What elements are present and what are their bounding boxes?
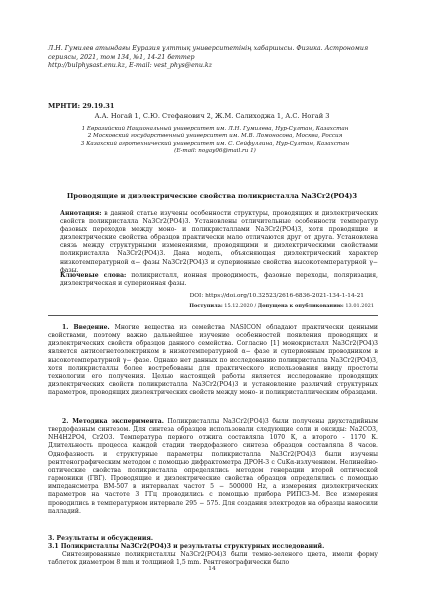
keywords-text: поликристалл, ионная проводимость, фазовые переходы, поляризация, диэлектрическая и суперионная фазы. [60,272,378,288]
journal-name-line1: Л.Н. Гумилев атындағы Еуразия ұлттық университетінің хабаршысы. Физика. Астрономия [48,45,369,52]
corresponding-email: (E-mail: nogay06@mail.ru 1) [174,148,256,155]
subsection-3-1-heading: 3.1 Поликристаллы Na3Cr2(PO4)3 и результаты структурных исследований. [48,543,325,550]
affiliation-1: 1 Евразийский Национальный университет им. Л.Н. Гумилева, Нур-Султан, Казахстан [81,126,349,132]
affiliation-3: 3 Казахский агротехнический университет им. С. Сейфуллина, Нур-Султан, Казахстан [80,140,350,147]
mrnti-code: МРНТИ: 29.19.31 [48,102,115,110]
section-1-text: Многие вещества из семейства NASICON обладают практически ценными свойствами, поэтому важно дальнейшее изучение особенностей появления проводящих и диэлектрических свойств образцов данного семейства. Согласно [1] монокристалл Na3Cr2(PO4)3 является антисегнетоэлектриком в низкотемпературной α− фазе и суперионным проводником в высокотемпературной γ− фазе. Однако нет данных по исследованию поликристалла Na3Cr2(PO4)3, хотя поликристаллы более востребованы для практического использования ввиду простоты технологии его получения. Целью настоящей работы является исследование проводящих диэлектрических свойств поликристалла Na3Cr2(PO4)3 и установление различий структурных параметров, проводящих диэлектрических свойств между моно- и поликристаллическим образцами. [48,324,378,397]
header-divider [48,315,378,316]
subsection-3-1-paragraph: Синтезированные поликристаллы Na3Cr2(PO4)3 были темно-зеленого цвета, имели форму таблеток диаметром 8 mm и толщиной 1,5 mm. Рентгенографически было [48,551,378,567]
affiliation-2: 2 Московский государственный университет им. М.В. Ломоносова, Москва, Россия [87,133,343,140]
accepted-date: 13.01.2021 [343,303,374,309]
section-methods [48,418,378,516]
section-introduction [48,324,378,397]
section-2-heading: 2. Методика эксперимента. [62,418,164,425]
received-label: Поступила: [189,303,223,309]
subsection-3-1-text [48,551,378,567]
journal-name-line2: сериясы, 2021, том 134, №1, 14-21 беттер [48,53,195,61]
keywords-block [60,272,378,288]
journal-header [48,45,378,71]
journal-email: , E-mail: vest_phys@enu.kz [124,62,213,70]
submission-dates [189,303,374,309]
section-2-text: Поликристаллы Na3Cr2(PO4)3 были получены двухстадийным твердофазным синтезом. Для синтеза образцов использовали следующие соли и оксиды: Na2CO3, NH4H2PO4, Cr2O3. Температура первого отжига составляла 1070 К, а второго - 1170 К. Длительность процесса каждой стадии твердофазного синтеза образцов составляла 8 часов. Однофазность и структурные параметры поликристалла Na3Cr2(PO4)3 были изучены рентгенографическим методом с помощью дифрактометра ДРОН-3 с CuKα-излучением. Нелинейно-оптические свойства поликристалла определялись методом генерации второй оптической гармоники (ГВГ). Проводящие и диэлектрические свойства образцов определялись с помощью импедансметра ВМ-507 в интервалах частот 5 − 500000 Нz, а измерения диэлектрических параметров на частоте 3 ГГц проводились с помощью прибора РИПС3-М. Все измерения проводились в температурном интервале 295 − 575. Для создания электродов на образцы наносили палладий. [48,418,378,515]
keywords-label: Ключевые слова: [60,272,127,279]
author-list: А.А. Ногай 1, С.Ю. Стефанович 2, Ж.М. Салиходжа 1, А.С. Ногай 3 [94,112,330,120]
abstract-label: Аннотация: [60,210,102,217]
abstract-text: в данной статье изучены особенности структуры, проводящих и диэлектрических свойств поликристалла Na3Cr2(PO4)3. Установлены отличительные особенности температур фазовых переходов между моно- и поликристаллами Na3Cr2(PO4)3, хотя проводящие и диэлектрические свойства образцов практически мало отличаются друг от друга. Установлена связь между структурными изменениями, проводящими и диэлектрическими свойствами поликристалла Na3Cr2(PO4)3. Дана модель, объясняющая диэлектрический характер низкотемпературной α− фазы Na3Cr2(PO4)3 и суперионные свойства высокотемпературной γ− фазы. [60,210,378,274]
doi-link[interactable]: DOI: https://doi.org/10.32523/2616-6836-2021-134-1-14-21 [189,293,364,299]
affiliations [70,126,360,156]
journal-url-link[interactable]: http://bulphysast.enu.kz [48,62,125,70]
paper-title: Проводящие и диэлектрические свойства поликристалла Na3Cr2(PO4)3 [66,192,358,200]
accepted-label: Допущена к опубликованию: [257,303,344,309]
section-3-heading: 3. Результаты и обсуждения. [48,535,153,542]
section-1-heading: 1. Введение. [62,324,110,331]
received-date: 15.12.2020 / [222,303,258,309]
page-number: 14 [208,566,216,572]
abstract-block [60,210,378,275]
